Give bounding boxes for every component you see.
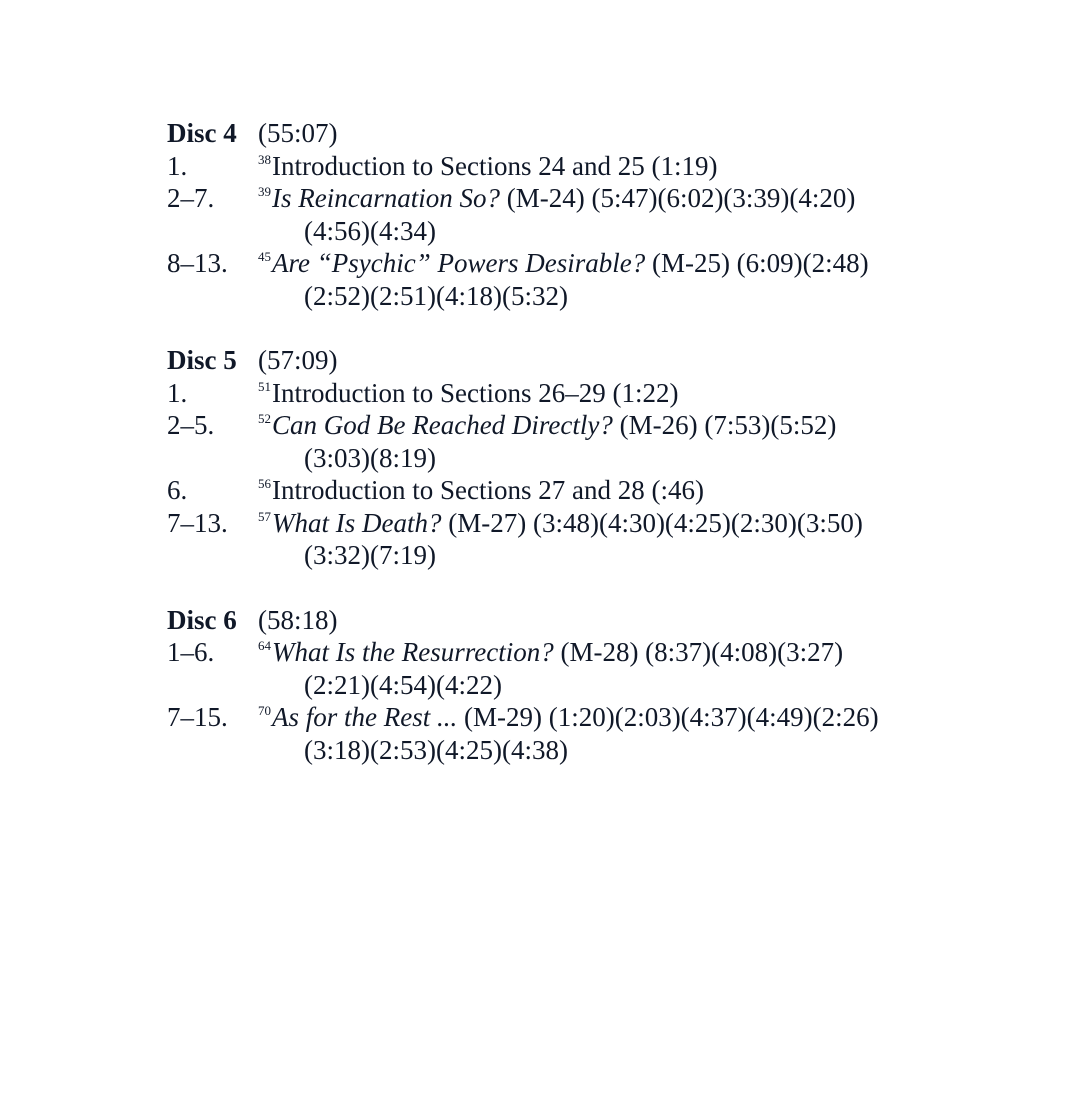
track-times-continued: (2:52)(2:51)(4:18)(5:32) (304, 280, 568, 311)
footnote-ref: 45 (258, 249, 271, 264)
track-entry (167, 701, 967, 766)
footnote-ref: 51 (258, 378, 271, 394)
track-times-continued: (3:18)(2:53)(4:25)(4:38) (304, 734, 568, 765)
track-listing (167, 117, 967, 798)
disc-label: Disc 6 (167, 604, 237, 635)
track-times: (M-24) (5:47)(6:02)(3:39)(4:20) (499, 183, 856, 213)
disc-duration: (57:09) (258, 345, 338, 375)
disc-section (167, 604, 967, 767)
disc-header (167, 117, 967, 150)
footnote-ref: 70 (258, 703, 271, 718)
footnote-ref: 38 (258, 151, 271, 167)
disc-label: Disc 5 (167, 345, 237, 375)
disc-label: Disc 4 (167, 118, 237, 148)
track-times: (1:22) (605, 377, 679, 408)
track-title: Introduction to Sections 27 and 28 (272, 475, 645, 505)
track-number: 1. (167, 377, 188, 408)
track-times: (1:19) (644, 150, 718, 181)
track-title: Introduction to Sections 24 and 25 (272, 150, 645, 181)
track-times: (:46) (644, 475, 704, 505)
track-title: What Is the Resurrection? (272, 637, 554, 667)
track-times-continued: (4:56)(4:34) (304, 215, 436, 246)
track-entry (167, 636, 967, 701)
track-number: 1–6. (167, 637, 215, 667)
track-number: 8–13. (167, 248, 228, 278)
disc-header (167, 344, 967, 377)
track-number: 6. (167, 475, 188, 505)
track-title: Are “Psychic” Powers Desirable? (272, 248, 646, 278)
disc-duration: (55:07) (258, 118, 338, 148)
track-number: 1. (167, 150, 188, 181)
track-title: What Is Death? (272, 507, 442, 538)
track-entry (167, 182, 967, 247)
track-entry (167, 377, 967, 410)
track-entry (167, 474, 967, 507)
track-entry (167, 507, 967, 572)
footnote-ref: 39 (258, 184, 271, 199)
footnote-ref: 64 (258, 638, 271, 653)
disc-section (167, 117, 967, 312)
track-times-continued: (3:32)(7:19) (304, 540, 436, 570)
track-times: (M-29) (1:20)(2:03)(4:37)(4:49)(2:26) (457, 702, 879, 732)
track-entry (167, 150, 967, 183)
track-title: Introduction to Sections 26–29 (272, 377, 606, 408)
track-times-continued: (2:21)(4:54)(4:22) (304, 669, 502, 700)
track-title: As for the Rest ... (272, 702, 458, 732)
footnote-ref: 52 (258, 411, 271, 426)
disc-section (167, 344, 967, 572)
track-number: 2–5. (167, 410, 215, 440)
track-times: (M-25) (6:09)(2:48) (645, 248, 869, 278)
track-title: Is Reincarnation So? (272, 183, 500, 213)
track-entry (167, 409, 967, 474)
track-times: (M-26) (7:53)(5:52) (612, 410, 837, 440)
track-entry (167, 247, 967, 312)
track-times-continued: (3:03)(8:19) (304, 442, 436, 473)
track-times: (M-27) (3:48)(4:30)(4:25)(2:30)(3:50) (441, 507, 863, 538)
track-times: (M-28) (8:37)(4:08)(3:27) (553, 637, 844, 667)
track-number: 2–7. (167, 183, 215, 213)
footnote-ref: 57 (258, 508, 271, 524)
track-number: 7–13. (167, 507, 228, 538)
disc-header (167, 604, 967, 637)
track-number: 7–15. (167, 702, 228, 732)
disc-duration: (58:18) (258, 604, 338, 635)
track-title: Can God Be Reached Directly? (272, 410, 613, 440)
footnote-ref: 56 (258, 476, 271, 491)
